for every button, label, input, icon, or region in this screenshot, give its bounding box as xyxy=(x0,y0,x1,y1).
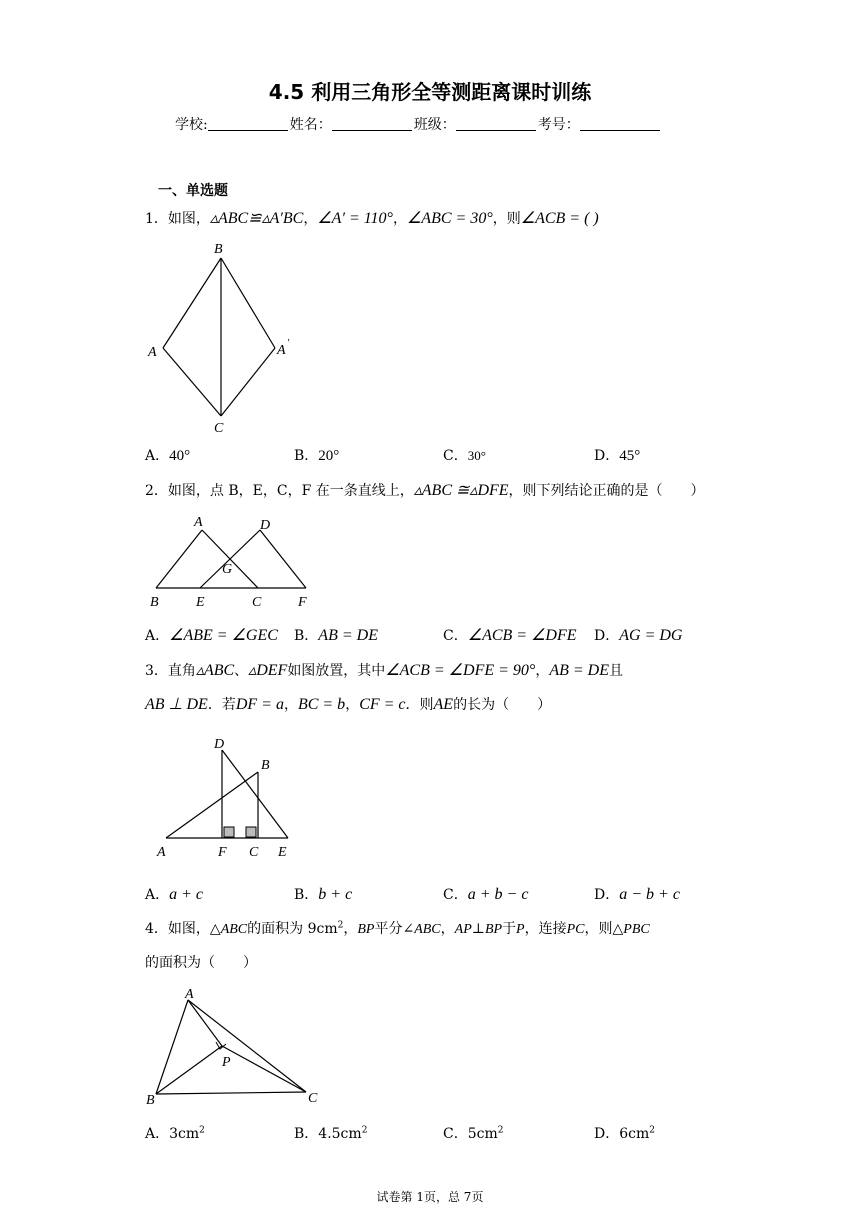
q4-label-a: A xyxy=(185,987,194,1002)
q1-edge-ac xyxy=(163,348,221,416)
q3-option-b: B．b + c xyxy=(294,886,353,903)
q1-option-b: B．20° xyxy=(294,448,340,464)
q4-label-p: P xyxy=(222,1055,231,1070)
q1-label-a-prime: A xyxy=(277,343,286,358)
q3-label-d: D xyxy=(214,737,225,752)
q1-figure xyxy=(140,232,310,438)
q2-option-b: B．AB = DE xyxy=(294,627,378,644)
question-4-stem-line1: 4．如图，△ABC的面积为 $9cm^2$，BP平分∠ABC，AP⊥BP于P，连接PC，则△PBC xyxy=(145,920,650,937)
question-3-stem-line1: 3．直角▵ABC、▵DEF如图放置，其中∠ACB = ∠DFE = 90°，AB = DE且 xyxy=(145,662,623,679)
q4-option-d: D．$6cm^2$ xyxy=(594,1125,655,1142)
name-blank xyxy=(332,116,412,131)
q2-label-a: A xyxy=(194,515,203,530)
name-label: 姓名： xyxy=(289,117,332,133)
school-label: 学校: xyxy=(175,117,208,133)
class-blank xyxy=(456,116,536,131)
q1-math: ∠A′ = 110° xyxy=(317,210,393,227)
q1-text: ， xyxy=(303,211,318,227)
q2-edge-ba xyxy=(156,530,202,588)
exam-no-label: 考号： xyxy=(537,117,580,133)
q2-label-d: D xyxy=(260,518,271,533)
q3-label-e: E xyxy=(278,845,287,860)
question-1-stem xyxy=(145,208,599,228)
q2-label-e: E xyxy=(196,595,205,610)
q2-edge-df xyxy=(260,530,306,588)
q3-right-angle-f xyxy=(224,827,234,837)
school-blank xyxy=(208,116,288,131)
q2-text: ，则下列结论正确的是（ ） xyxy=(508,483,705,499)
q1-math: ▵ABC≌▵A′BC xyxy=(209,210,304,227)
q3-option-c: C．a + b − c xyxy=(443,886,529,903)
q2-label-f: F xyxy=(298,595,307,610)
q3-label-f: F xyxy=(218,845,227,860)
q4-edge-ac xyxy=(188,1000,306,1092)
page-footer: 试卷第 1页，总 7页 xyxy=(376,1190,484,1204)
q1-option-c: C．30° xyxy=(443,448,486,464)
q3-right-angle-c xyxy=(246,827,256,837)
question-3-stem-line2: AB ⊥ DE．若DF = a，BC = b，CF = c．则AE的长为（ ） xyxy=(145,696,552,713)
q4-option-c: C．$5cm^2$ xyxy=(443,1125,504,1142)
q2-label-c: C xyxy=(252,595,262,610)
q2-label-b: B xyxy=(150,595,159,610)
page-title: 4.5 利用三角形全等测距离课时训练 xyxy=(268,80,592,104)
q4-edge-bc xyxy=(156,1092,306,1094)
question-4-stem-line2: 的面积为（ ） xyxy=(145,955,257,971)
q2-option-a: A．∠ABE = ∠GEC xyxy=(145,627,278,644)
q1-math: ∠ABC = 30° xyxy=(406,210,493,227)
q1-text: ，则 xyxy=(492,211,521,227)
q1-edge-ab xyxy=(163,258,221,348)
q2-label-g: G xyxy=(222,562,233,577)
q4-edge-ab xyxy=(156,1000,188,1094)
question-2-stem xyxy=(145,480,705,500)
class-label: 班级： xyxy=(413,117,456,133)
q3-label-b: B xyxy=(261,758,270,773)
q1-option-a: A．40° xyxy=(145,448,191,464)
q3-edge-ab xyxy=(166,772,258,838)
q1-edge-a2c xyxy=(221,348,275,416)
q4-edge-pc xyxy=(222,1046,306,1092)
q1-option-d: D．45° xyxy=(594,448,641,464)
q3-figure xyxy=(148,732,308,860)
q1-edge-a2b xyxy=(221,258,275,348)
q2-text: 2．如图，点 B，E，C，F 在一条直线上， xyxy=(145,483,414,499)
q4-figure xyxy=(140,982,330,1108)
q2-edge-ed xyxy=(200,530,260,588)
q4-label-c: C xyxy=(308,1091,318,1106)
q1-label-a: A xyxy=(148,345,157,360)
q1-label-c: C xyxy=(214,421,224,436)
q4-option-b: B．$4.5cm^2$ xyxy=(294,1125,368,1142)
exam-no-blank xyxy=(580,116,660,131)
q4-label-b: B xyxy=(146,1093,155,1108)
q1-text: ， xyxy=(392,211,407,227)
q1-label-b: B xyxy=(214,242,223,257)
q1-math: ∠ACB = ( ) xyxy=(520,210,599,227)
q2-option-d: D．AG = DG xyxy=(594,627,683,644)
q3-label-c: C xyxy=(249,845,259,860)
q2-math: ▵ABC ≅▵DFE xyxy=(413,482,509,499)
q2-figure xyxy=(140,510,320,610)
q4-option-a: A．$3cm^2$ xyxy=(145,1125,205,1142)
q1-text: 1．如图， xyxy=(145,211,210,227)
q4-edge-bp xyxy=(156,1046,222,1094)
q3-label-a: A xyxy=(157,845,166,860)
section-heading: 一、单选题 xyxy=(158,183,228,199)
q3-option-d: D．a − b + c xyxy=(594,886,680,903)
q3-option-a: A．a + c xyxy=(145,886,204,903)
q1-label-prime: ′ xyxy=(287,338,290,349)
q2-option-c: C．∠ACB = ∠DFE xyxy=(443,627,577,644)
q3-edge-de xyxy=(222,750,288,838)
student-info-line xyxy=(175,114,662,134)
